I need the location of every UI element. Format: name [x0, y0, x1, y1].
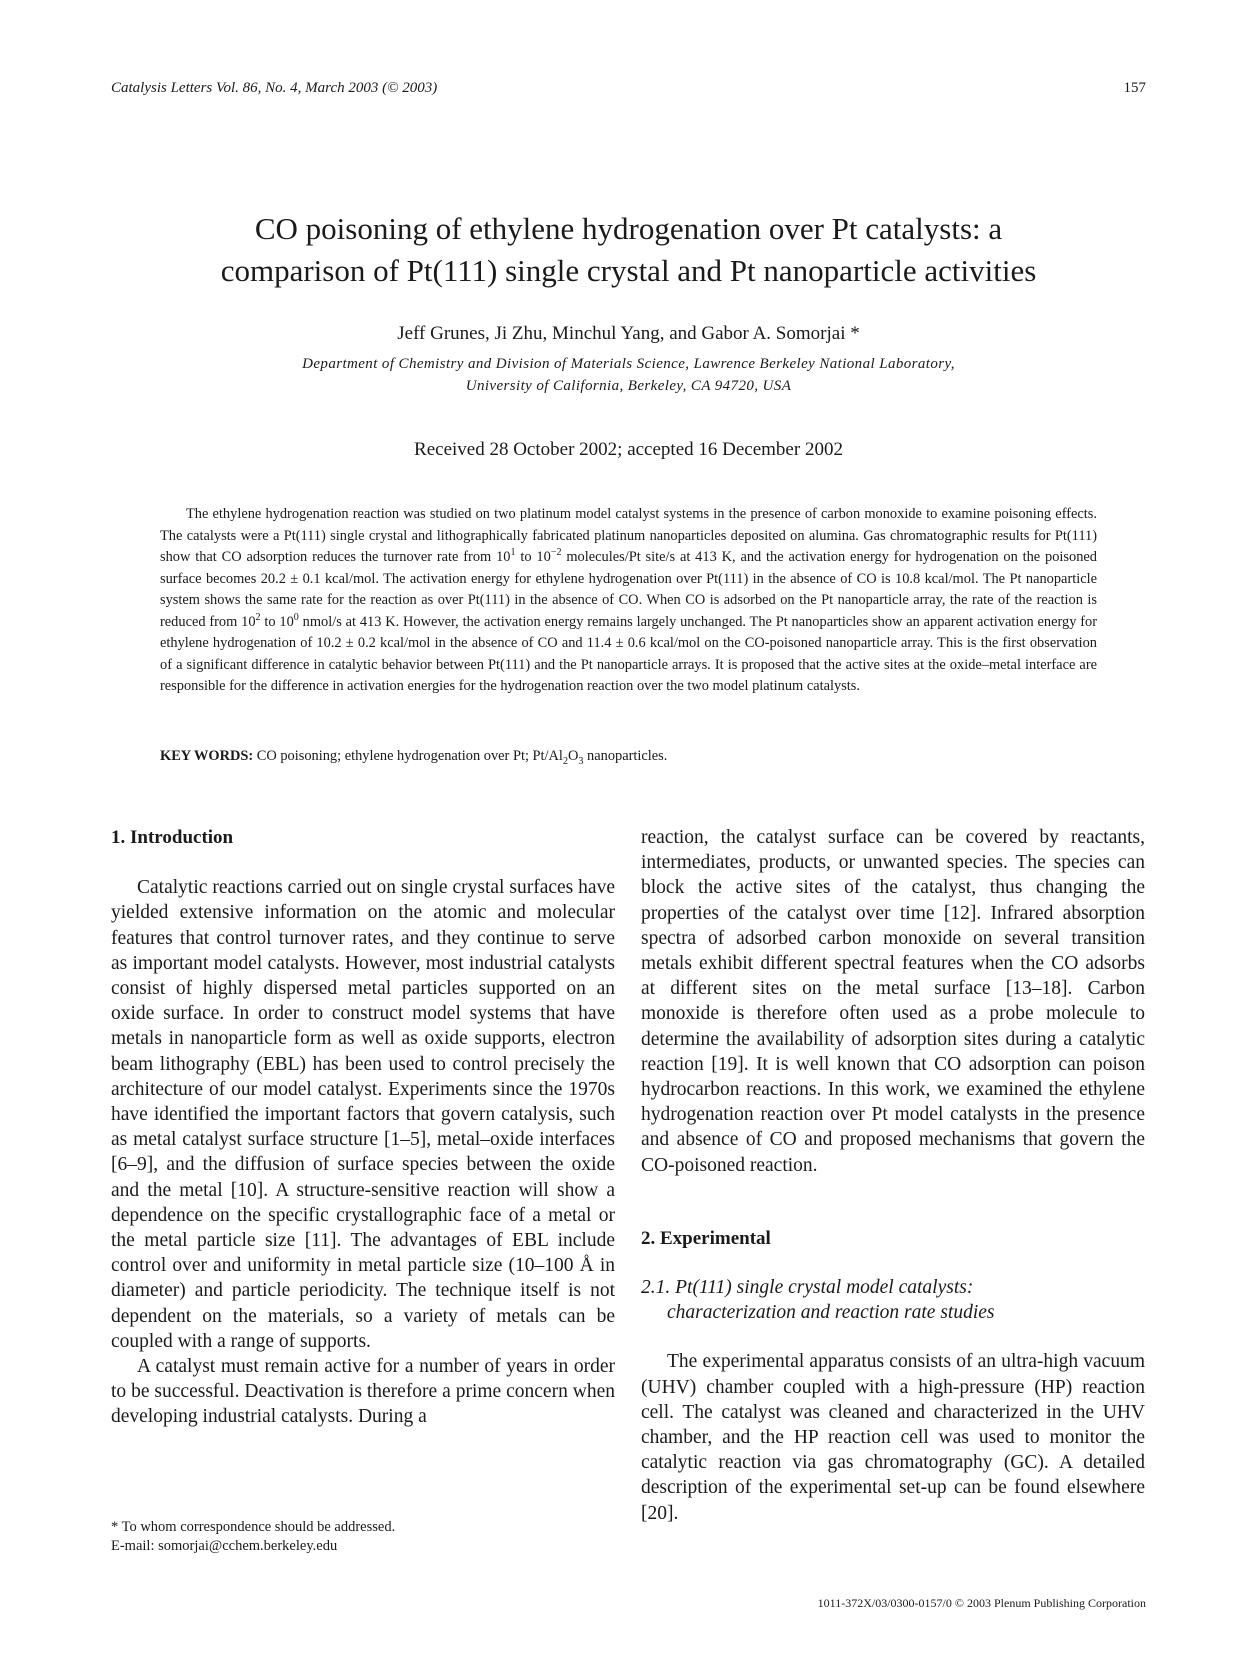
abstract [160, 504, 1097, 698]
introduction-paragraph-1: Catalytic reactions carried out on single crystal surfaces have yielded extensive information on the atomic and molecular features that control turnover rates, and they continue to serve as important model catalysts. However, most industrial catalysts consist of highly dispersed metal particles supported on an oxide surface. In order to construct model systems that have metals in nanoparticle form as well as oxide supports, electron beam lithography (EBL) has been used to control precisely the architecture of our model catalyst. Experiments since the 1970s have identified the important factors that govern catalysis, such as metal catalyst surface structure [1–5], metal–oxide interfaces [6–9], and the diffusion of surface species between the oxide and the metal [10]. A structure-sensitive reaction will show a dependence on the specific crystallographic face of a metal or the metal particle size [11]. The advantages of EBL include control over and uniformity in metal particle size (10–100 Å in diameter) and particle periodicity. The technique itself is not dependent on the materials, so a variety of metals can be coupled with a range of supports. [111, 877, 615, 1352]
left-column [111, 825, 615, 1430]
right-column-paragraph: reaction, the catalyst surface can be covered by reactants, intermediates, products, or unwanted species. The species can block the active sites of the catalyst, thus changing the properties of the catalyst over time [12]. Infrared absorption spectra of adsorbed carbon monoxide on several transition metals exhibit different spectral features when the CO adsorbs at different sites on the metal surface [13–18]. Carbon monoxide is therefore often used as a probe molecule to determine the availability of adsorption sites during a catalytic reaction [19]. It is well known that CO adsorption can poison hydrocarbon reactions. In this work, we examined the ethylene hydrogenation reaction over Pt model catalysts in the presence and absence of CO and proposed mechanisms that govern the CO-poisoned reaction. [641, 827, 1145, 1176]
subsection-heading-line-2: characterization and reaction rate studies [667, 1302, 995, 1324]
affiliation [111, 353, 1146, 397]
abstract-part-5: nmol/s at 413 K. However, the activation energy remains largely unchanged. The Pt nanoparticles show an apparent activation energy for ethylene hydrogenation of 10.2 ± 0.2 kcal/mol in the absence of CO and 11.4 ± 0.6 kcal/mol on the CO-poisoned nanoparticle array. This is the first observation of a significant difference in catalytic behavior between Pt(111) and the Pt nanoparticle arrays. It is proposed that the active sites at the oxide–metal interface are responsible for the difference in activation energies for the hydrogenation reaction over the two model platinum catalysts. [160, 613, 1098, 694]
abstract-sup-3: 2 [255, 611, 261, 623]
abstract-part-4: to 10 [260, 613, 294, 630]
keywords [160, 748, 1097, 765]
introduction-heading: 1. Introduction [111, 827, 234, 848]
footnote [111, 1518, 615, 1556]
keywords-text-3: nanoparticles. [583, 748, 668, 764]
footnote-email: E-mail: somorjai@cchem.berkeley.edu [111, 1538, 338, 1554]
subsection-heading [641, 1275, 1145, 1325]
abstract-part-2: to 10 [515, 549, 551, 565]
right-column [641, 825, 1145, 1526]
footnote-line-1: * To whom correspondence should be addressed. [111, 1519, 396, 1535]
abstract-part-1: The ethylene hydrogenation reaction was studied on two platinum model catalyst systems in the presence of carbon monoxide to examine poisoning effects. The catalysts were a Pt(111) single crystal and lithographically fabricated platinum nanoparticles deposited on alumina. Gas chromatographic results for Pt(111) show that CO adsorption reduces the turnover rate from 10 [160, 506, 1097, 565]
publisher-id: 1011-372X/03/0300-0157/0 © 2003 Plenum Publishing Corporation [817, 1596, 1146, 1610]
title-line-1: CO poisoning of ethylene hydrogenation over Pt catalysts: a [254, 211, 1003, 246]
keywords-label: KEY WORDS: [160, 748, 254, 764]
affiliation-line-1: Department of Chemistry and Division of Materials Science, Lawrence Berkeley National Laboratory, [302, 356, 955, 372]
keywords-text-1: CO poisoning; ethylene hydrogenation over Pt; Pt/Al [253, 748, 563, 764]
keywords-sub-2: 3 [578, 755, 584, 767]
abstract-sup-1: 1 [510, 547, 516, 559]
title-line-2: comparison of Pt(111) single crystal and Pt nanoparticle activities [220, 253, 1037, 288]
paper-title [111, 208, 1146, 292]
abstract-sup-4: 0 [293, 611, 299, 623]
subsection-heading-line-1: 2.1. Pt(111) single crystal model catalysts: [641, 1277, 974, 1299]
experimental-paragraph-1: The experimental apparatus consists of an ultra-high vacuum (UHV) chamber coupled with a high-pressure (HP) reaction cell. The catalyst was cleaned and characterized in the UHV chamber, and the HP reaction cell was used to monitor the catalytic reaction via gas chromatography (GC). A detailed description of the experimental set-up can be found elsewhere [20]. [641, 1351, 1145, 1524]
affiliation-line-2: University of California, Berkeley, CA 94720, USA [465, 378, 792, 394]
keywords-text-2: O [567, 748, 579, 764]
experimental-heading: 2. Experimental [641, 1227, 771, 1249]
authors: Jeff Grunes, Ji Zhu, Minchul Yang, and Gabor A. Somorjai * [397, 323, 860, 344]
running-head: Catalysis Letters Vol. 86, No. 4, March 2003 (© 2003) [111, 80, 438, 96]
received-dates: Received 28 October 2002; accepted 16 December 2002 [414, 439, 843, 460]
abstract-part-3: molecules/Pt site/s at 413 K, and the activation energy for hydrogenation on the poisoned surface becomes 20.2 ± 0.1 kcal/mol. The activation energy for ethylene hydrogenation over Pt(111) in the absence of CO is 10.8 kcal/mol. The Pt nanoparticle system shows the same rate for the reaction as over Pt(111) in the absence of CO. When CO is adsorbed on the Pt nanoparticle array, the rate of the reaction is reduced from 10 [160, 549, 1097, 630]
introduction-paragraph-2: A catalyst must remain active for a number of years in order to be successful. Deactivation is therefore a prime concern when developing industrial catalysts. During a [111, 1356, 615, 1428]
keywords-sub-1: 2 [562, 755, 568, 767]
page-number: 157 [1123, 80, 1146, 96]
abstract-sup-2: −2 [550, 547, 562, 559]
